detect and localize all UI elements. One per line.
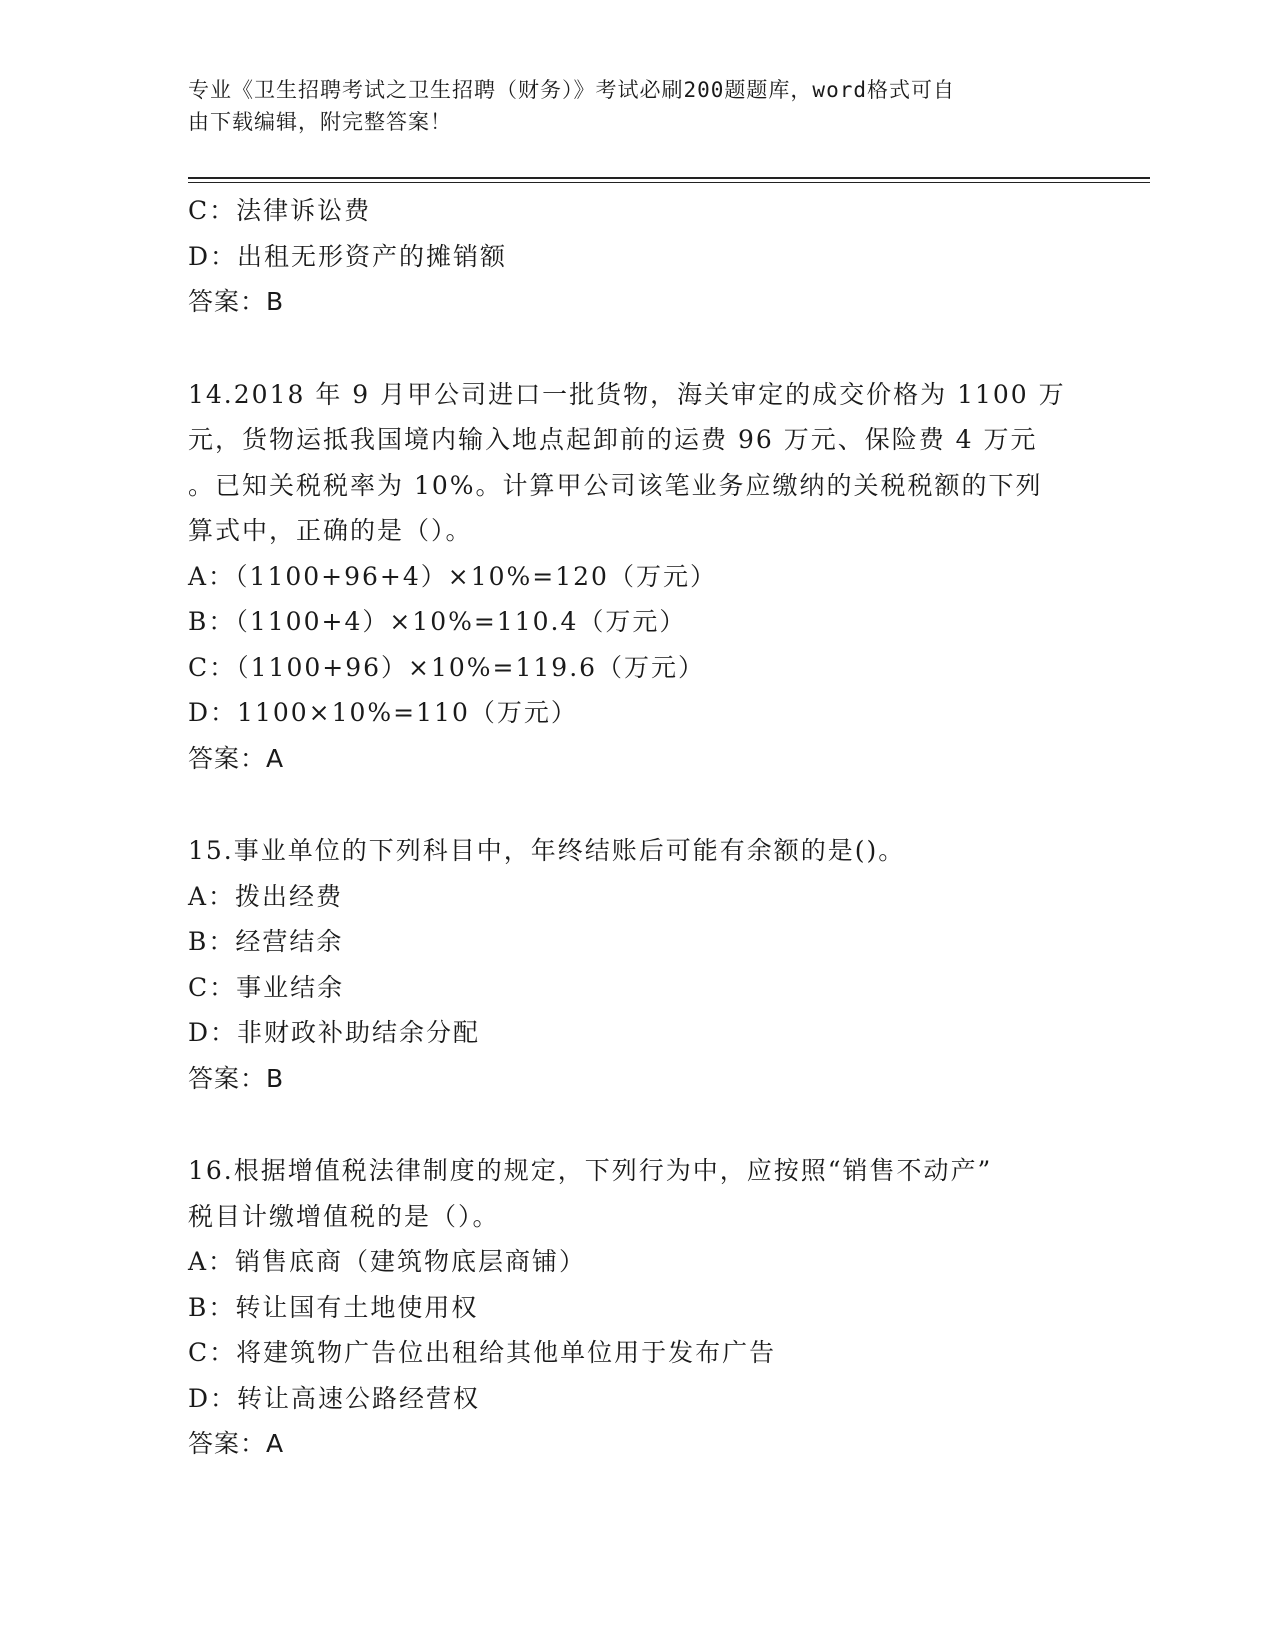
option-c: C：（1100+96）×10%=119.6（万元）	[188, 652, 706, 682]
document-header	[188, 74, 1068, 138]
option-b: B：转让国有土地使用权	[188, 1292, 479, 1322]
option-d: D：1100×10%=110（万元）	[188, 698, 578, 727]
question-stem: 。已知关税税率为 10%。计算甲公司该笔业务应缴纳的关税税额的下列	[188, 470, 1043, 500]
question-stem: 15.事业单位的下列科目中，年终结账后可能有余额的是()。	[188, 836, 906, 865]
spacer	[188, 1101, 1088, 1148]
header-rule-thin	[188, 182, 1150, 183]
header-line-2: 由下载编辑，附完整答案！	[188, 110, 452, 134]
option-a: A：（1100+96+4）×10%=120（万元）	[188, 561, 717, 591]
answer-label: 答案：B	[188, 1063, 285, 1093]
answer-label: 答案：A	[188, 1429, 285, 1458]
question-stem: 14.2018 年 9 月甲公司进口一批货物，海关审定的成交价格为 1100 万	[188, 379, 1066, 409]
header-line-1: 专业《卫生招聘考试之卫生招聘（财务）》考试必刷200题题库，word格式可自	[188, 78, 955, 102]
question-stem: 元，货物运抵我国境内输入地点起卸前的运费 96 万元、保险费 4 万元	[188, 425, 1038, 454]
answer-label: 答案：A	[188, 743, 285, 773]
option-b: B：经营结余	[188, 927, 344, 956]
question-stem: 税目计缴增值税的是（）。	[188, 1201, 500, 1231]
question-16	[188, 1148, 1088, 1467]
question-stem: 算式中，正确的是（）。	[188, 516, 473, 545]
option-d: D：转让高速公路经营权	[188, 1383, 481, 1413]
question-stem: 16.根据增值税法律制度的规定，下列行为中，应按照“销售不动产”	[188, 1156, 993, 1185]
spacer	[188, 781, 1088, 828]
option-a: A：拨出经费	[188, 881, 344, 911]
option-c: C：法律诉讼费	[188, 196, 372, 225]
answer-label: 答案：B	[188, 287, 285, 316]
question-15	[188, 828, 1088, 1101]
option-b: B：（1100+4）×10%=110.4（万元）	[188, 607, 687, 636]
question-14	[188, 372, 1088, 782]
question-13-tail	[188, 188, 1088, 325]
option-d: D：出租无形资产的摊销额	[188, 241, 508, 271]
header-rule-thick	[188, 177, 1150, 179]
option-d: D：非财政补助结余分配	[188, 1018, 481, 1047]
spacer	[188, 325, 1088, 372]
option-c: C：事业结余	[188, 972, 345, 1002]
question-list	[188, 188, 1088, 1467]
option-a: A：销售底商（建筑物底层商铺）	[188, 1247, 587, 1276]
option-c: C：将建筑物广告位出租给其他单位用于发布广告	[188, 1338, 777, 1367]
